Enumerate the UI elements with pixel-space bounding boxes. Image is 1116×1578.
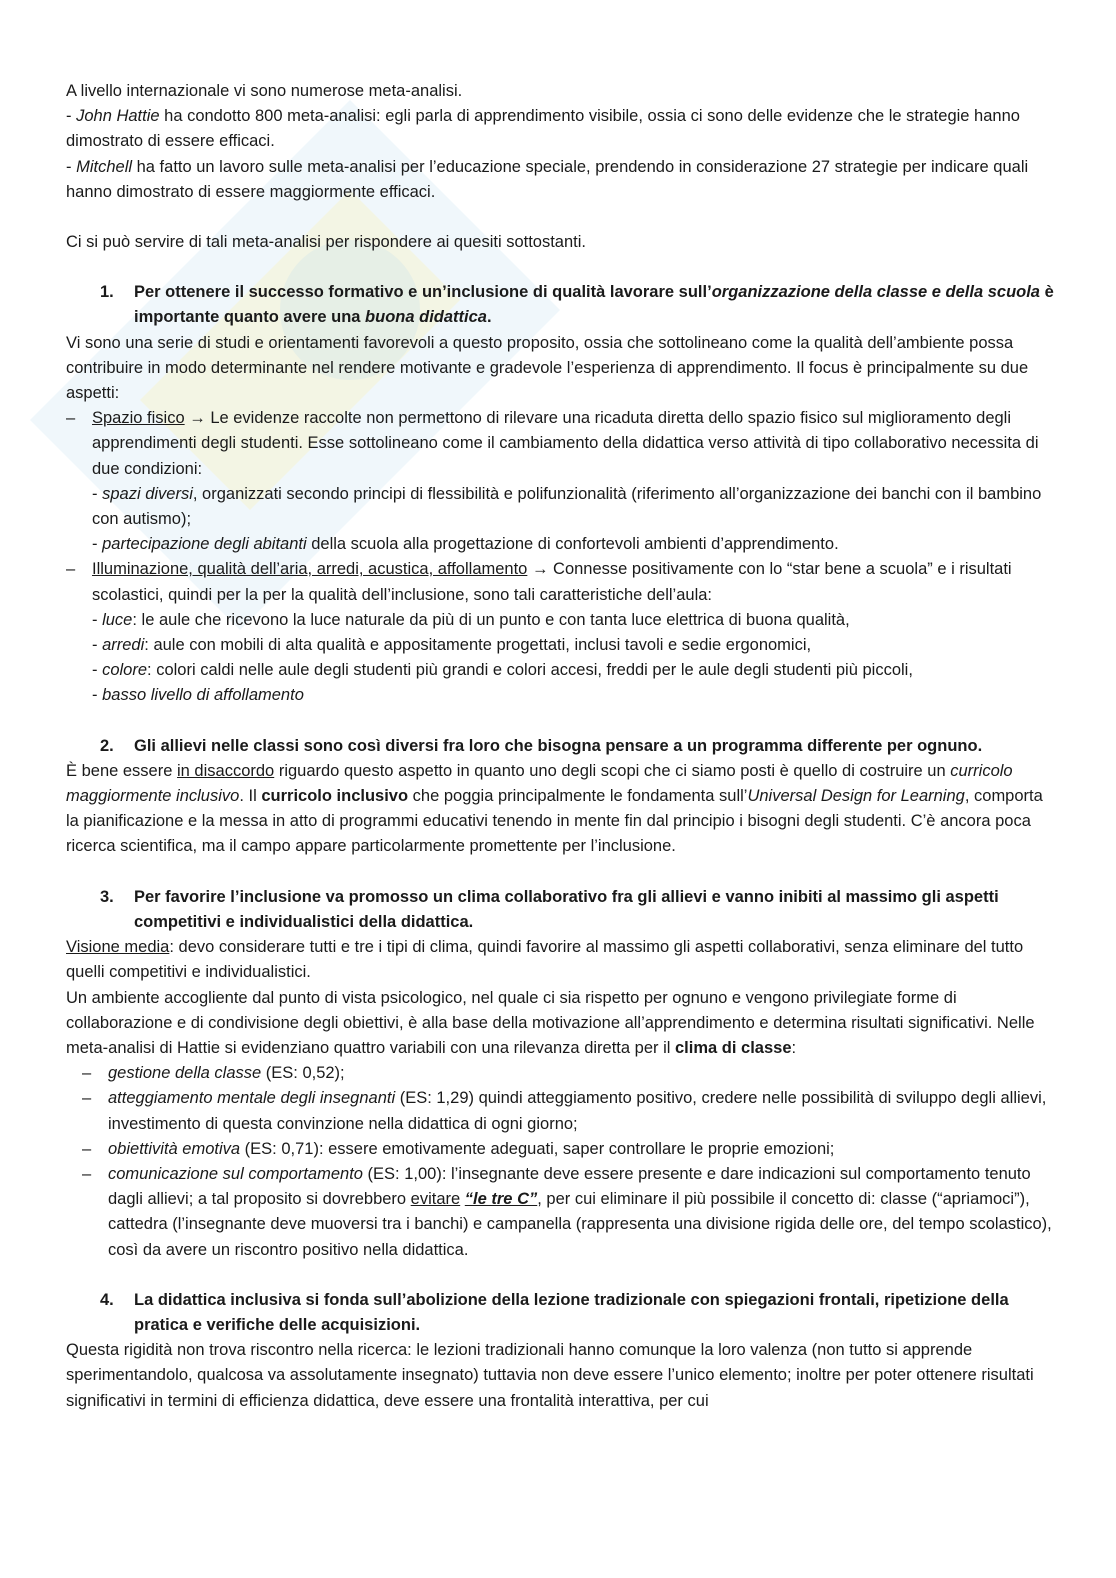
question-1-heading: 1. Per ottenere il successo formativo e un’inclusione di qualità lavorare sull’organizzazione della classe e della scuola è importante quanto avere una buona didattica. — [100, 283, 1054, 327]
question-1-body: Vi sono una serie di studi e orientamenti favorevoli a questo proposito, ossia che sottolineano come la qualità dell’ambiente possa contribuire in modo determinante nel rendere motivante e gradevole l’esperienza di apprendimento. Il focus è principalmente su due aspetti: — [66, 333, 1029, 403]
servire-paragraph: Ci si può servire di tali meta-analisi per rispondere ai quesiti sottostanti. — [66, 233, 586, 252]
arrow-icon: → — [527, 560, 554, 579]
list-item-spazio-fisico: – Spazio fisico → Le evidenze raccolte non permettono di rilevare una ricaduta diretta dello spazio fisico sul miglioramento degli apprendimenti degli studenti. Esse sottolineano come il cambiamento della didattica verso attività di tipo collaborativo necessita di due condizioni: - spazi diversi, organizzati secondo principi di flessibilità e polifunzionalità (riferimento all’organizzazione dei banchi con il bambino con autismo); - partecipazione degli abitanti della scuola alla progettazione di confortevoli ambienti d’apprendimento. — [66, 406, 1056, 557]
hattie-name: John Hattie — [76, 107, 160, 126]
list-item-comunicazione: – comunicazione sul comportamento (ES: 1,00): l’insegnante deve essere presente e dare indicazioni sul comportamento tenuto dagli allievi; a tal proposito si dovrebbero evitare “le tre C”, per cui eliminare il più possibile il concetto di: classe (“apriamoci”), cattedra (l’insegnante deve muoversi tra i banchi) e campanella (rappresenta una divisione rigida delle ore, del tempo scolastico), così da avere un riscontro positivo nella didattica. — [66, 1162, 1056, 1263]
question-2-body: È bene essere in disaccordo riguardo questo aspetto in quanto uno degli scopi che ci siamo posti è quello di costruire un curricolo maggiormente inclusivo. Il curricolo inclusivo che poggia principalmente le fondamenta sull’Universal Design for Learning, comporta la pianificazione e la messa in atto di programmi educativi tenendo in mente fin dal principio i bisogni degli studenti. C’è ancora poca ricerca scientifica, ma il campo appare particolarmente promettente per l’inclusione. — [66, 761, 1043, 856]
mitchell-paragraph: - Mitchell ha fatto un lavoro sulle meta-analisi per l’educazione speciale, prendendo in considerazione 27 strategie per indicare quali hanno dimostrato di essere maggiormente efficaci. — [66, 157, 1029, 201]
document-page — [66, 79, 1056, 1414]
visione-media-paragraph: Visione media: devo considerare tutti e tre i tipi di clima, quindi favorire al massimo gli aspetti collaborativi, senza eliminare del tutto quelli competitivi e individualistici. — [66, 938, 1024, 982]
illuminazione-label: Illuminazione, qualità dell’aria, arredi, acustica, affollamento — [92, 560, 528, 579]
clima-paragraph: Un ambiente accogliente dal punto di vista psicologico, nel quale ci sia rispetto per ognuno e vengono privilegiate forme di collaborazione e di condivisione degli obiettivi, è alla base della motivazione all’apprendimento e determina risultati significativi. Nelle meta-analisi di Hattie si evidenziano quattro variabili con una rilevanza diretta per il clima di classe: — [66, 988, 1035, 1057]
question-4-heading: 4. La didattica inclusiva si fonda sull’abolizione della lezione tradizionale con spiegazioni frontali, ripetizione della pratica e verifiche delle acquisizioni. — [100, 1290, 1009, 1334]
list-item-atteggiamento: – atteggiamento mentale degli insegnanti (ES: 1,29) quindi atteggiamento positivo, credere nelle possibilità di sviluppo degli allievi, investimento di questa convinzione nella didattica di ogni giorno; — [66, 1086, 1056, 1136]
question-4-body: Questa rigidità non trova riscontro nella ricerca: le lezioni tradizionali hanno comunque la loro valenza (non tutto si apprende sperimentandolo, qualcosa va assolutamente insegnato) tuttavia non deve essere l’unico elemento; inoltre per poter ottenere risultati significativi in termini di efficienza didattica, deve essere una frontalità interattiva, per cui — [66, 1341, 1034, 1410]
question-2-heading: 2. Gli allievi nelle classi sono così diversi fra loro che bisogna pensare a un programma differente per ognuno. — [100, 736, 983, 755]
intro-line: A livello internazionale vi sono numerose meta-analisi. — [66, 82, 463, 100]
hattie-paragraph: - John Hattie ha condotto 800 meta-analisi: egli parla di apprendimento visibile, ossia ci sono delle evidenze che le strategie hanno dimostrato di essere efficaci. — [66, 107, 1020, 151]
list-item-obiettivita: – obiettività emotiva (ES: 0,71): essere emotivamente adeguati, saper controllare le proprie emozioni; — [66, 1137, 1056, 1162]
list-item-illuminazione: – Illuminazione, qualità dell’aria, arredi, acustica, affollamento → Connesse positivamente con lo “star bene a scuola” e i risultati scolastici, quindi per la per la qualità dell’inclusione, sono tali caratteristiche dell’aula: - luce: le aule che ricevono la luce naturale da più di un punto e con tanta luce elettrica di buona qualità, - arredi: aule con mobili di alta qualità e appositamente progettati, inclusi tavoli e sedie ergonomici, - colore: colori caldi nelle aule degli studenti più grandi e colori accesi, freddi per le aule degli studenti più piccoli, - basso livello di affollamento — [66, 557, 1056, 708]
list-item-gestione: – gestione della classe (ES: 0,52); — [66, 1061, 1056, 1086]
arrow-icon: → — [184, 409, 211, 428]
mitchell-name: Mitchell — [76, 157, 133, 176]
question-3-heading: 3. Per favorire l’inclusione va promosso un clima collaborativo fra gli allievi e vanno inibiti al massimo gli aspetti competitivi e individualistici della didattica. — [100, 887, 999, 931]
spazio-fisico-label: Spazio fisico — [92, 409, 185, 428]
